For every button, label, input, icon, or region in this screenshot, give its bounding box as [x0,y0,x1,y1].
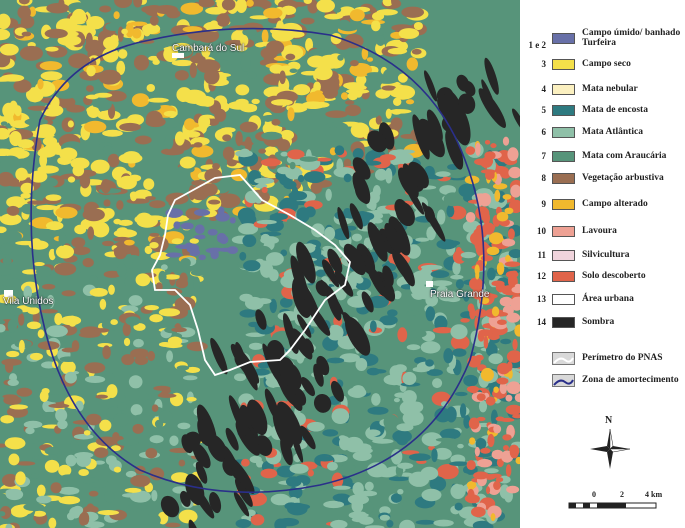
legend-line-swatch [552,352,575,365]
legend-label: Perímetro do PNAS [582,353,663,363]
legend-item [522,225,685,243]
legend-label: Lavoura [582,226,617,236]
legend-swatch [552,84,575,95]
legend-swatch [552,226,575,237]
compass-rose-icon [588,427,632,471]
north-label: N [605,415,613,426]
legend-swatch [552,105,575,116]
town-label: Cambará do Sul [172,43,245,54]
legend-label: Silvicultura [582,250,630,260]
legend-number: 6 [541,127,546,137]
legend-swatch [552,151,575,162]
legend-number: 1 e 2 [528,40,546,50]
legend-label: Mata nebular [582,84,638,94]
legend-item [522,270,685,288]
scale-bar [567,490,677,520]
legend-swatch [552,271,575,282]
legend-label: Campo seco [582,59,631,69]
legend-number: 3 [541,59,546,69]
legend-swatch [552,173,575,184]
legend-item [522,83,685,101]
legend-item [522,126,685,144]
legend-label: Zona de amortecimento [582,375,679,385]
legend-number: 7 [541,151,546,161]
legend-number: 14 [537,317,546,327]
legend-swatch [552,199,575,210]
legend-label: Mata Atlântica [582,127,643,137]
scale-tick: 4 km [645,490,663,499]
legend-number: 10 [537,226,546,236]
legend-label: Campo alterado [582,199,648,209]
legend-label: Mata com Araucária [582,151,667,161]
legend-label: Área urbana [582,294,634,304]
legend-swatch [552,317,575,328]
scale-tick: 0 [592,490,596,499]
legend-item [522,58,685,76]
legend-swatch [552,33,575,44]
legend-swatch [552,294,575,305]
urban-patch [426,281,433,287]
legend-number: 11 [537,250,546,260]
town-label: Vila Unidos [3,296,54,307]
legend-swatch [552,250,575,261]
legend-line-item [522,374,685,392]
scale-tick: 2 [620,490,624,499]
north-arrow [588,415,632,471]
legend-item [522,172,685,190]
legend-item [522,293,685,311]
legend-number: 4 [541,84,546,94]
legend-label: Campo úmido/ banhado Turfeira [582,28,681,48]
legend-number: 9 [541,199,546,209]
legend-swatch [552,59,575,70]
legend-item [522,316,685,334]
legend-label: Solo descoberto [582,271,646,281]
legend-item [522,104,685,122]
legend-item [522,198,685,216]
town-label: Praia Grande [430,289,490,300]
legend-item [522,249,685,267]
legend-label: Mata de encosta [582,105,648,115]
legend-number: 12 [537,271,546,281]
legend-line-item [522,352,685,370]
legend-line-swatch [552,374,575,387]
scale-bar-graphic [567,500,677,514]
legend-item [522,28,685,50]
legend-swatch [552,127,575,138]
legend-label: Vegetação arbustiva [582,173,664,183]
legend-number: 13 [537,294,546,304]
legend-label: Sombra [582,317,615,327]
legend-number: 5 [541,105,546,115]
legend-item [522,150,685,168]
legend-number: 8 [541,173,546,183]
